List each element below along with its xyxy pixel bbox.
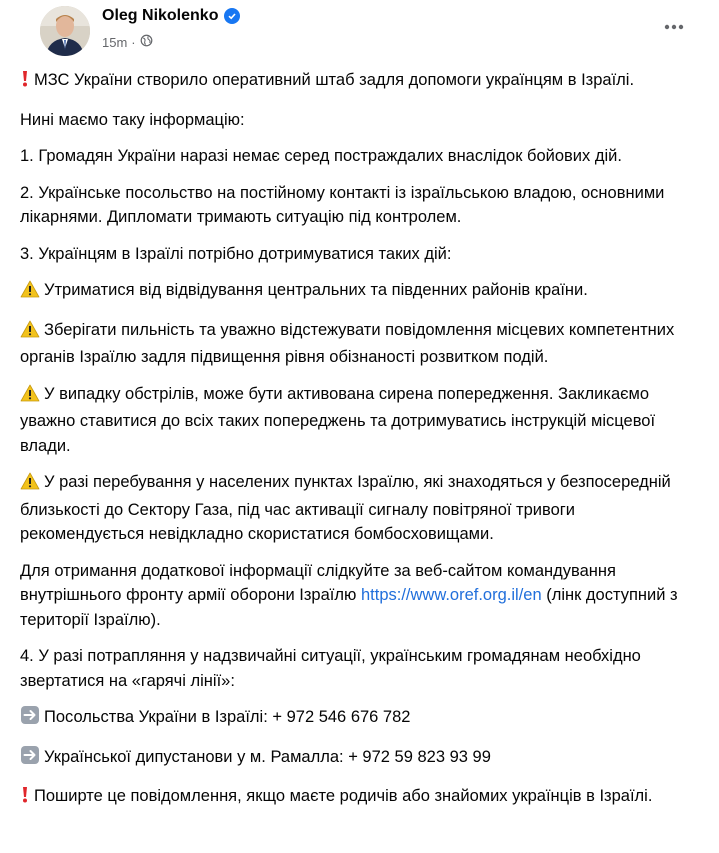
post-paragraph xyxy=(20,318,701,370)
paragraph-text: Нині маємо таку інформацію: xyxy=(20,110,245,129)
post-paragraph xyxy=(20,382,701,459)
closing-text: Поширте це повідомлення, якщо маєте родичів або знайомих українців в Ізраїлі. xyxy=(34,787,653,805)
post-content xyxy=(20,68,701,812)
paragraph-text: 3. Українцям в Ізраїлі потрібно дотримуватися таких дій: xyxy=(20,244,452,263)
info-paragraph xyxy=(20,559,701,633)
post-paragraph xyxy=(20,108,701,133)
post-paragraph xyxy=(20,278,701,306)
post-paragraph xyxy=(20,181,701,230)
hotline-text: Посольства України в Ізраїлі: + 972 546 676 782 xyxy=(44,708,411,726)
post-paragraph xyxy=(20,242,701,267)
paragraph-text: МЗС України створило оперативний штаб задля допомоги українцям в Ізраїлі. xyxy=(34,71,635,89)
exclamation-icon xyxy=(20,70,30,96)
avatar[interactable] xyxy=(40,6,90,56)
post-time[interactable]: 15m xyxy=(102,34,128,50)
post-paragraph xyxy=(20,470,701,547)
post-header xyxy=(20,0,701,68)
more-options-button[interactable] xyxy=(659,12,689,42)
arrow-right-icon xyxy=(20,705,40,733)
warning-icon xyxy=(20,280,40,306)
post-meta xyxy=(102,34,153,50)
hotline-item xyxy=(20,705,701,733)
paragraph-text: 1. Громадян України наразі немає серед постраждалих внаслідок бойових дій. xyxy=(20,147,622,165)
post-paragraph xyxy=(20,144,701,169)
post-paragraphs xyxy=(20,68,701,547)
hotlines-intro: 4. У разі потрапляння у надзвичайні ситуації, українським громадянам необхідно звертатися на «гарячі лінії»: xyxy=(20,647,641,690)
warning-icon xyxy=(20,320,40,346)
meta-separator: · xyxy=(131,34,136,50)
warning-icon xyxy=(20,384,40,410)
verified-badge-icon xyxy=(224,8,240,24)
closing-paragraph xyxy=(20,784,701,812)
paragraph-text: У разі перебування у населених пунктах Ізраїлю, які знаходяться у безпосередній близькості до Сектору Газа, під час активації сигналу повітряної тривоги рекомендується невідкладно скористатися бомбосховищами. xyxy=(20,473,671,543)
globe-icon[interactable] xyxy=(140,34,153,50)
info-text-after: (лінк доступний з території Ізраїлю). xyxy=(20,586,678,629)
arrow-right-icon xyxy=(20,745,40,773)
hotline-item xyxy=(20,745,701,773)
info-text-before: Для отримання додаткової інформації слідкуйте за веб-сайтом командування внутрішнього фронту армії оборони Ізраїлю xyxy=(20,561,616,604)
oref-link[interactable]: https://www.oref.org.il/en xyxy=(360,586,542,604)
exclamation-icon xyxy=(20,786,30,812)
paragraph-text: 2. Українське посольство на постійному контакті із ізраїльською владою, основними лікарнями. Дипломати тримають ситуацію під контролем. xyxy=(20,183,665,226)
warning-icon xyxy=(20,472,40,498)
paragraph-text: У випадку обстрілів, може бути активована сирена попередження. Закликаємо уважно ставитися до всіх таких попереджень та дотримуватись інструкцій місцевої влади. xyxy=(20,384,656,455)
post-paragraph xyxy=(20,68,701,96)
paragraph-text: Утриматися від відвідування центральних та південних районів країни. xyxy=(44,281,588,299)
more-options-icon xyxy=(664,24,684,30)
author-name[interactable] xyxy=(102,7,240,25)
paragraph-text: Зберігати пильність та уважно відстежувати повідомлення місцевих компетентних органів Ізраїлю задля підвищення рівня обізнаності розвитком подій. xyxy=(20,320,675,366)
hotlines-list xyxy=(20,705,701,772)
author-name-text[interactable]: Oleg Nikolenko xyxy=(102,7,219,24)
hotline-text: Української дипустанови у м. Рамалла: + 972 59 823 93 99 xyxy=(44,747,491,766)
